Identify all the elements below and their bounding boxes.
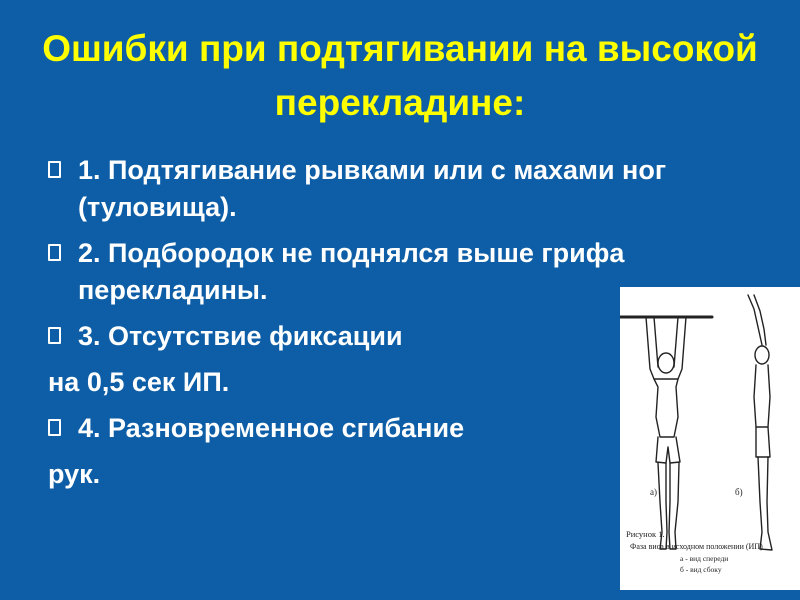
label-a: а) <box>650 487 657 497</box>
square-bullet-icon <box>48 161 61 178</box>
label-b: б) <box>735 487 743 497</box>
slide-title: Ошибки при подтягивании на высокой перекладине: <box>42 28 758 123</box>
list-item-text: 1. Подтягивание рывками или с махами ног (туловища). <box>78 155 667 222</box>
hanging-figure-drawing <box>620 287 800 590</box>
list-continuation: на 0,5 сек ИП. <box>48 367 230 397</box>
square-bullet-icon <box>48 327 61 344</box>
hanging-illustration <box>620 287 800 590</box>
square-bullet-icon <box>48 419 61 436</box>
figure-caption-a: а - вид спереди <box>680 554 729 563</box>
list-item <box>48 152 728 226</box>
list-continuation: рук. <box>48 459 101 489</box>
figure-caption-title: Рисунок 1. <box>626 529 665 539</box>
list-item-text: 4. Разновременное сгибание <box>78 413 465 443</box>
list-item-text: 3. Отсутствие фиксации <box>78 321 403 351</box>
square-bullet-icon <box>48 244 61 261</box>
figure-caption-line: Фаза виса в исходном положении (ИП) <box>630 542 763 551</box>
list-item-text: 2. Подбородок не поднялся выше грифа перекладины. <box>78 238 625 305</box>
figure-caption-b: б - вид сбоку <box>680 565 722 574</box>
